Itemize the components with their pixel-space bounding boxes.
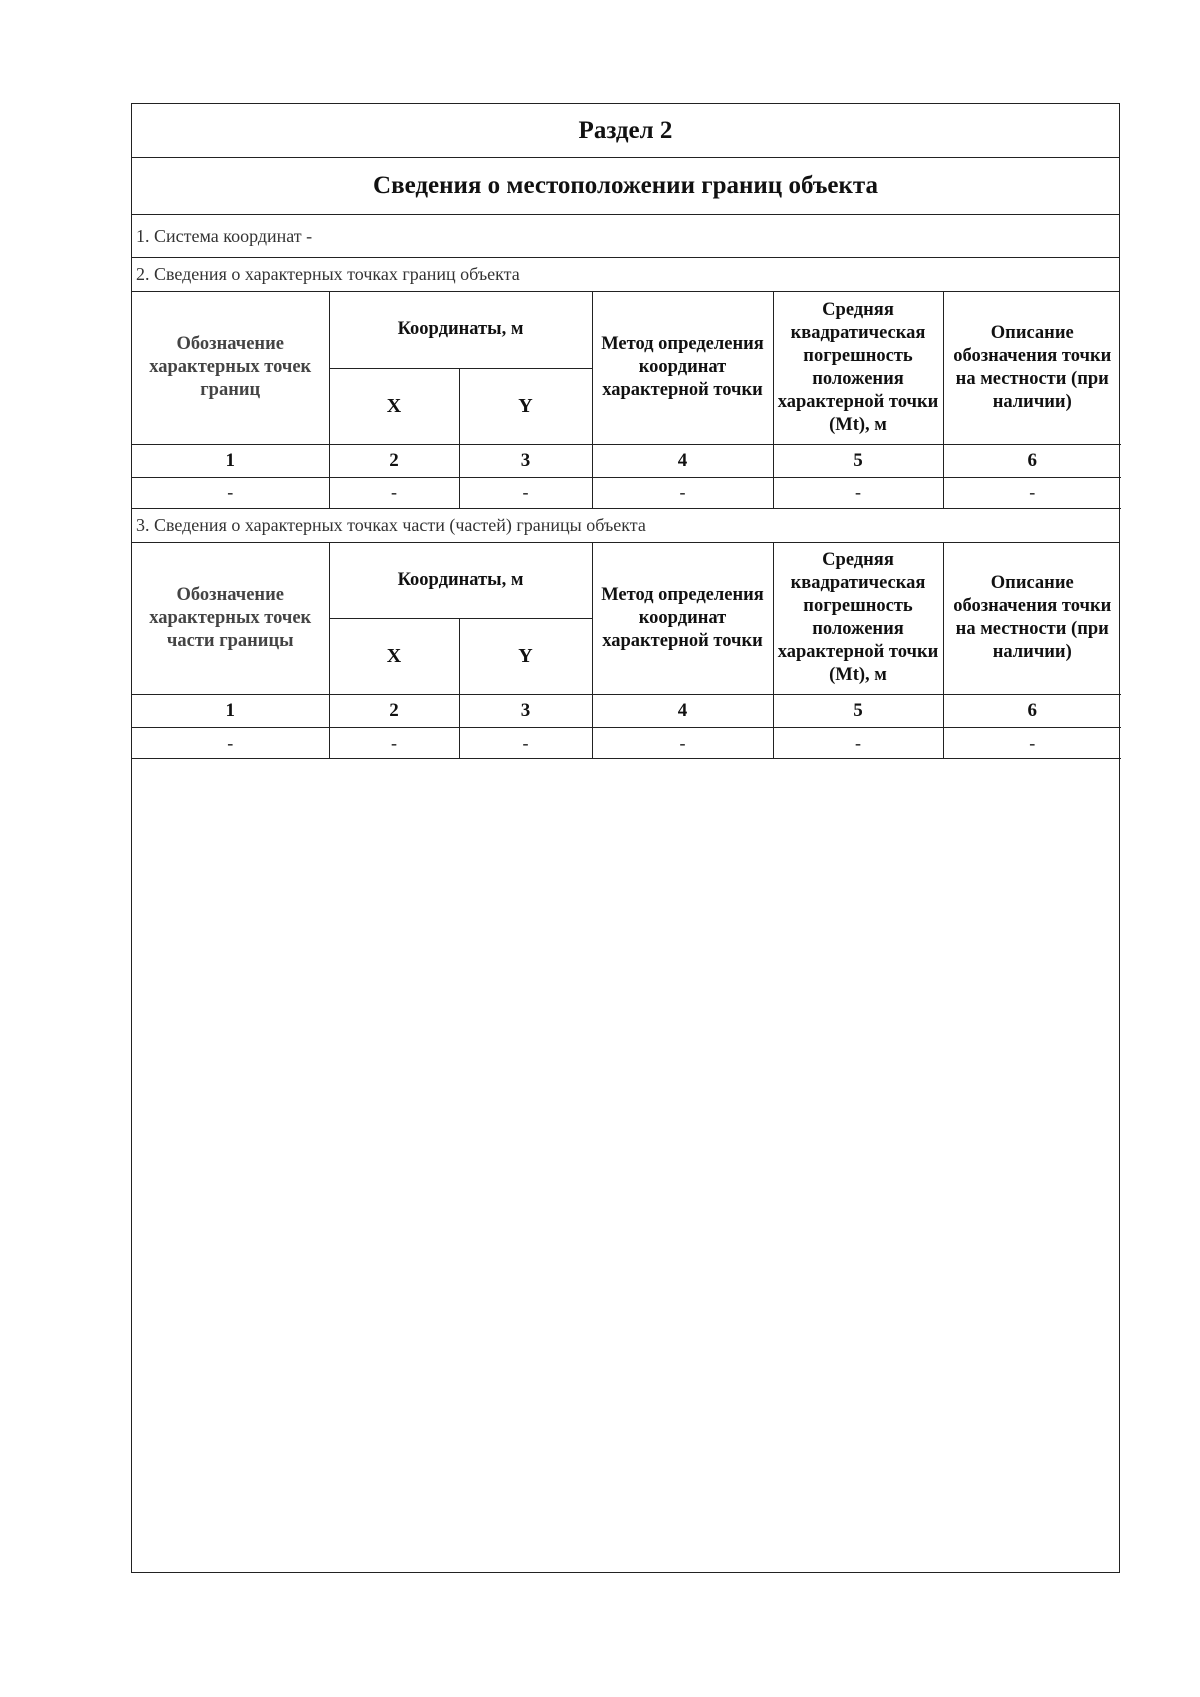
col-description: Описание обозначения точки на местности (при наличии) [943, 543, 1121, 695]
column-number: 3 [459, 444, 592, 477]
col-y: Y [459, 368, 592, 444]
col-coordinates: Координаты, м [329, 292, 592, 368]
table-cell: - [592, 728, 773, 759]
column-number: 1 [132, 695, 329, 728]
column-number: 3 [459, 695, 592, 728]
part-boundary-points-table [132, 543, 1121, 760]
col-designation: Обозначение характерных точек части границы [132, 543, 329, 695]
col-x: X [329, 368, 459, 444]
table-cell: - [132, 728, 329, 759]
boundary-points-heading: 2. Сведения о характерных точках границ объекта [132, 258, 1119, 292]
part-boundary-points-heading: 3. Сведения о характерных точках части (частей) границы объекта [132, 509, 1119, 543]
table-cell: - [943, 728, 1121, 759]
table-cell: - [592, 477, 773, 508]
column-numbers-row [132, 444, 1121, 477]
column-number: 4 [592, 444, 773, 477]
col-mean-error: Средняя квадратическая погрешность положения характерной точки (Mt), м [773, 292, 943, 444]
column-number: 4 [592, 695, 773, 728]
col-y: Y [459, 619, 592, 695]
section-title: Раздел 2 [132, 104, 1119, 158]
table-cell: - [773, 728, 943, 759]
column-number: 6 [943, 444, 1121, 477]
coordinate-system-line: 1. Система координат - [132, 215, 1119, 258]
document-frame [131, 103, 1120, 1573]
section-subtitle: Сведения о местоположении границ объекта [132, 158, 1119, 215]
col-method: Метод определения координат характерной точки [592, 292, 773, 444]
column-number: 2 [329, 695, 459, 728]
table-cell: - [132, 477, 329, 508]
column-number: 5 [773, 444, 943, 477]
table-row [132, 728, 1121, 759]
column-number: 6 [943, 695, 1121, 728]
table-cell: - [329, 477, 459, 508]
table-cell: - [459, 477, 592, 508]
boundary-points-table [132, 292, 1121, 509]
column-number: 1 [132, 444, 329, 477]
table-row [132, 477, 1121, 508]
table-cell: - [773, 477, 943, 508]
column-numbers-row [132, 695, 1121, 728]
col-designation: Обозначение характерных точек границ [132, 292, 329, 444]
col-description: Описание обозначения точки на местности (при наличии) [943, 292, 1121, 444]
col-coordinates: Координаты, м [329, 543, 592, 619]
table-cell: - [943, 477, 1121, 508]
column-number: 5 [773, 695, 943, 728]
col-x: X [329, 619, 459, 695]
column-number: 2 [329, 444, 459, 477]
col-method: Метод определения координат характерной точки [592, 543, 773, 695]
table-cell: - [459, 728, 592, 759]
col-mean-error: Средняя квадратическая погрешность положения характерной точки (Mt), м [773, 543, 943, 695]
table-cell: - [329, 728, 459, 759]
